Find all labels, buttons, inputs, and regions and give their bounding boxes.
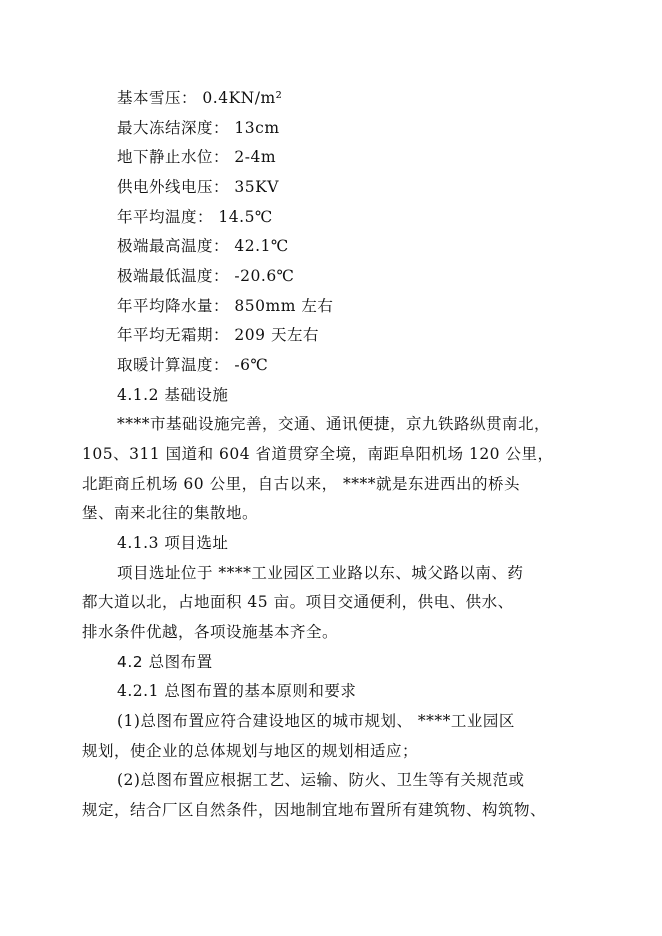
climate-water-level: 地下静止水位： 2-4m bbox=[117, 148, 277, 166]
paragraph-line: 项目选址位于 ****工业园区工业路以东、城父路以南、药 bbox=[117, 564, 524, 582]
section-heading-layout-principles: 4.2.1 总图布置的基本原则和要求 bbox=[117, 682, 357, 700]
paragraph-line: 规定，结合厂区自然条件，因地制宜地布置所有建筑物、构筑物、 bbox=[82, 801, 547, 819]
climate-frost-depth: 最大冻结深度： 13cm bbox=[117, 119, 280, 137]
climate-voltage: 供电外线电压： 35KV bbox=[117, 178, 279, 196]
section-heading-site-selection: 4.1.3 项目选址 bbox=[117, 534, 229, 552]
paragraph-line: 都大道以北，占地面积 45 亩。项目交通便利，供电、供水、 bbox=[82, 593, 514, 611]
climate-max-temp: 极端最高温度： 42.1℃ bbox=[117, 237, 289, 255]
climate-min-temp: 极端最低温度： -20.6℃ bbox=[117, 267, 295, 285]
paragraph-line: (2)总图布置应根据工艺、运输、防火、卫生等有关规范或 bbox=[117, 771, 525, 789]
paragraph-line: 堡、南来北往的集散地。 bbox=[82, 504, 259, 522]
paragraph-line: (1)总图布置应符合建设地区的城市规划、 ****工业园区 bbox=[117, 712, 515, 730]
climate-snow-pressure: 基本雪压： 0.4KN/m² bbox=[117, 89, 283, 107]
paragraph-line: 排水条件优越，各项设施基本齐全。 bbox=[82, 623, 339, 641]
paragraph-line: 北距商丘机场 60 公里，自古以来， ****就是东进西出的桥头 bbox=[82, 475, 521, 493]
section-heading-layout: 4.2 总图布置 bbox=[117, 653, 213, 671]
paragraph-line: 105、311 国道和 604 省道贯穿全境，南距阜阳机场 120 公里， bbox=[82, 445, 554, 463]
paragraph-line: ****市基础设施完善，交通、通讯便捷，京九铁路纵贯南北， bbox=[117, 415, 551, 433]
paragraph-line: 规划，使企业的总体规划与地区的规划相适应； bbox=[82, 742, 419, 760]
section-heading-infrastructure: 4.1.2 基础设施 bbox=[117, 386, 229, 404]
climate-heating-temp: 取暖计算温度： -6℃ bbox=[117, 356, 269, 374]
climate-avg-temp: 年平均温度： 14.5℃ bbox=[117, 208, 273, 226]
climate-precipitation: 年平均降水量： 850mm 左右 bbox=[117, 297, 334, 315]
climate-frost-free: 年平均无霜期： 209 天左右 bbox=[117, 326, 319, 344]
